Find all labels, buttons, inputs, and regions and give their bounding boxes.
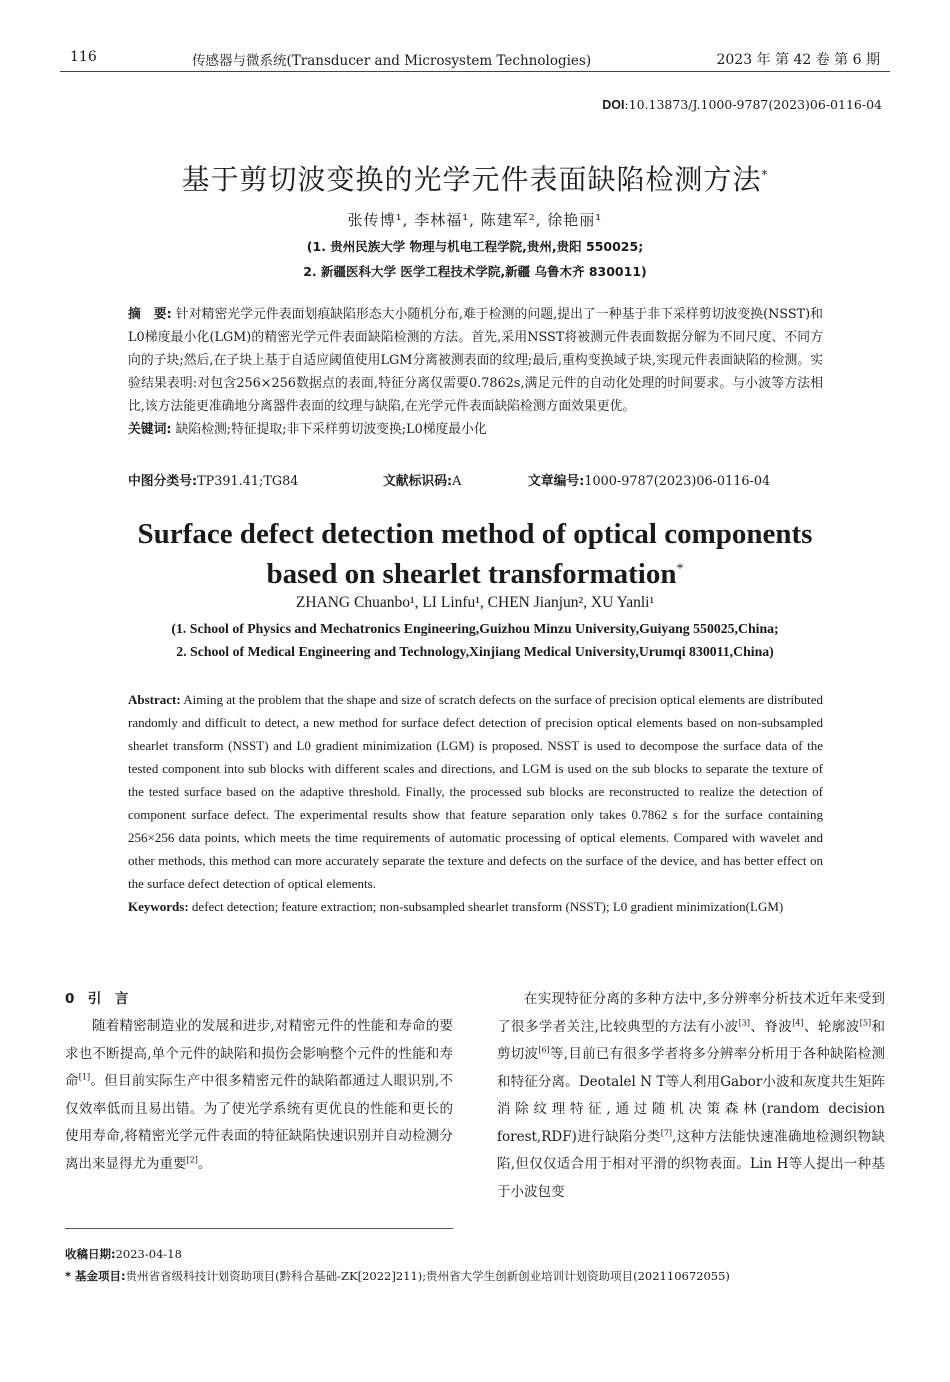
chinese-affiliation-2: 2. 新疆医科大学 医学工程技术学院,新疆 乌鲁木齐 830011) — [303, 264, 647, 279]
journal-name: 传感器与微系统(Transducer and Microsystem Technologies) — [192, 53, 592, 69]
citation-1[interactable]: [1] — [78, 1072, 91, 1082]
chinese-authors: 张传博¹, 李林福¹, 陈建军², 徐艳丽¹ — [347, 211, 603, 229]
section-heading-introduction: 0 引 言 — [65, 991, 129, 1007]
chinese-abstract-block — [128, 303, 823, 441]
english-abstract-block — [128, 688, 823, 918]
english-keywords-label: Keywords: — [128, 899, 189, 914]
chinese-title — [0, 158, 950, 198]
citation-2[interactable]: [2] — [186, 1155, 198, 1164]
chinese-abstract-label: 摘 要: — [128, 307, 172, 322]
article-number: 文章编号:1000-9787(2023)06-0116-04 — [528, 474, 771, 489]
english-abstract-label: Abstract: — [128, 692, 181, 707]
english-keywords — [128, 895, 823, 918]
english-keywords-text: defect detection; feature extraction; non-subsampled shearlet transform (NSST); L0 gradient minimization(LGM) — [191, 899, 784, 914]
citation-6[interactable]: [6] — [538, 1045, 550, 1055]
english-abstract — [128, 688, 823, 895]
citation-4[interactable]: [4] — [792, 1018, 804, 1027]
chinese-keywords-text: 缺陷检测;特征提取;非下采样剪切波变换;L0梯度最小化 — [175, 422, 487, 437]
english-title-mark: * — [676, 561, 684, 577]
english-title — [0, 514, 950, 594]
chinese-keywords — [128, 418, 823, 441]
footnote-divider — [65, 1228, 453, 1229]
document-code: 文献标识码:A — [383, 474, 462, 489]
chinese-title-text: 基于剪切波变换的光学元件表面缺陷检测方法 — [181, 163, 762, 196]
english-title-line-1: Surface defect detection method of optical components — [137, 518, 813, 550]
footnotes — [65, 1243, 895, 1287]
issue-info: 2023 年 第 42 卷 第 6 期 — [716, 52, 880, 68]
citation-7[interactable]: [7] — [660, 1128, 673, 1137]
english-affiliation-2: 2. School of Medical Engineering and Technology,Xinjiang Medical University,Urumqi 830011,China) — [176, 644, 774, 659]
english-title-line-2: based on shearlet transformation — [266, 558, 677, 590]
clc-number: 中图分类号:TP391.41;TG84 — [128, 474, 299, 489]
intro-paragraph-1: 随着精密制造业的发展和进步,对精密元件的性能和寿命的要求也不断提高,单个元件的缺陷和损伤会影响整个元件的性能和寿命[1]。但目前实际生产中很多精密元件的缺陷都通过人眼识别,不仅效率低而且易出错。为了使光学系统有更优良的性能和更长的使用寿命,将精密光学元件表面的特征缺陷快速识别并自动检测分离出来显得尤为重要[2]。 — [65, 1018, 453, 1172]
citation-5[interactable]: [5] — [859, 1018, 872, 1027]
chinese-keywords-label: 关键词: — [128, 422, 172, 437]
english-authors: ZHANG Chuanbo¹, LI Linfu¹, CHEN Jianjun², XU Yanli¹ — [295, 594, 655, 611]
chinese-title-mark: * — [761, 167, 769, 182]
english-abstract-text: Aiming at the problem that the shape and size of scratch defects on the surface of precision optical elements are distributed randomly and difficult to detect, a new method for surface defect detection of precision optical elements based on non-subsampled shearlet transform (NSST) and L0 gradient minimization (LGM) is proposed. NSST is used to decompose the surface data of the tested component into sub blocks with different scales and directions, and LGM is used on the sub blocks to separate the texture of the tested surface based on the adaptive threshold. Finally, the processed sub blocks are reconstructed to realize the detection of component surface defect. The experimental results show that feature separation only takes 0.7862 s for the surface containing 256×256 data points, which meets the time requirements of automatic processing of optical elements. Compared with wavelet and other methods, this method can more accurately separate the texture and defects on the surface of the device, and has better effect on the surface defect detection of optical elements. — [128, 692, 823, 891]
fund-project: * 基金项目:贵州省省级科技计划资助项目(黔科合基础-ZK[2022]211);贵州省大学生创新创业培训计划资助项目(202110672055) — [65, 1269, 730, 1283]
citation-3[interactable]: [3] — [738, 1018, 750, 1027]
doi-value: :10.13873/J.1000-9787(2023)06-0116-04 — [624, 97, 882, 112]
chinese-abstract-text: 针对精密光学元件表面划痕缺陷形态大小随机分布,难于检测的问题,提出了一种基于非下采样剪切波变换(NSST)和L0梯度最小化(LGM)的精密光学元件表面缺陷检测的方法。首先,采用NSST将被测元件表面数据分解为不同尺度、不同方向的子块;然后,在子块上基于自适应阈值使用LGM分离被测表面的纹理;最后,重构变换域子块,实现元件表面缺陷的检测。实验结果表明:对包含256×256数据点的表面,特征分离仅需要0.7862s,满足元件的自动化处理的时间要求。与小波等方法相比,该方法能更准确地分离器件表面的纹理与缺陷,在光学元件表面缺陷检测方面效果更优。 — [128, 307, 823, 414]
page-number: 116 — [70, 49, 97, 65]
chinese-affiliation-1: (1. 贵州民族大学 物理与机电工程学院,贵州,贵阳 550025; — [306, 239, 644, 254]
running-header — [60, 47, 890, 72]
received-date: 收稿日期:2023-04-18 — [65, 1247, 182, 1261]
doi-line — [602, 97, 882, 112]
english-affiliation-1: (1. School of Physics and Mechatronics Engineering,Guizhou Minzu University,Guiyang 550025,China; — [171, 621, 779, 636]
body-column-left — [65, 986, 453, 1178]
chinese-abstract — [128, 303, 823, 418]
intro-paragraph-2: 在实现特征分离的多种方法中,多分辨率分析技术近年来受到了很多学者关注,比较典型的方法有小波[3]、脊波[4]、轮廓波[5]和剪切波[6]等,目前已有很多学者将多分辨率分析用于各种缺陷检测和特征分离。Deotalel N T等人利用Gabor小波和灰度共生矩阵消除纹理特征,通过随机决策森林(random decision forest,RDF)进行缺陷分类[7],这种方法能快速准确地检测织物缺陷,但仅仅适合用于相对平滑的织物表面。Lin H等人提出一种基于小波包变 — [497, 991, 886, 1200]
body-column-right — [497, 986, 885, 1206]
doi-label: DOI — [602, 98, 625, 112]
